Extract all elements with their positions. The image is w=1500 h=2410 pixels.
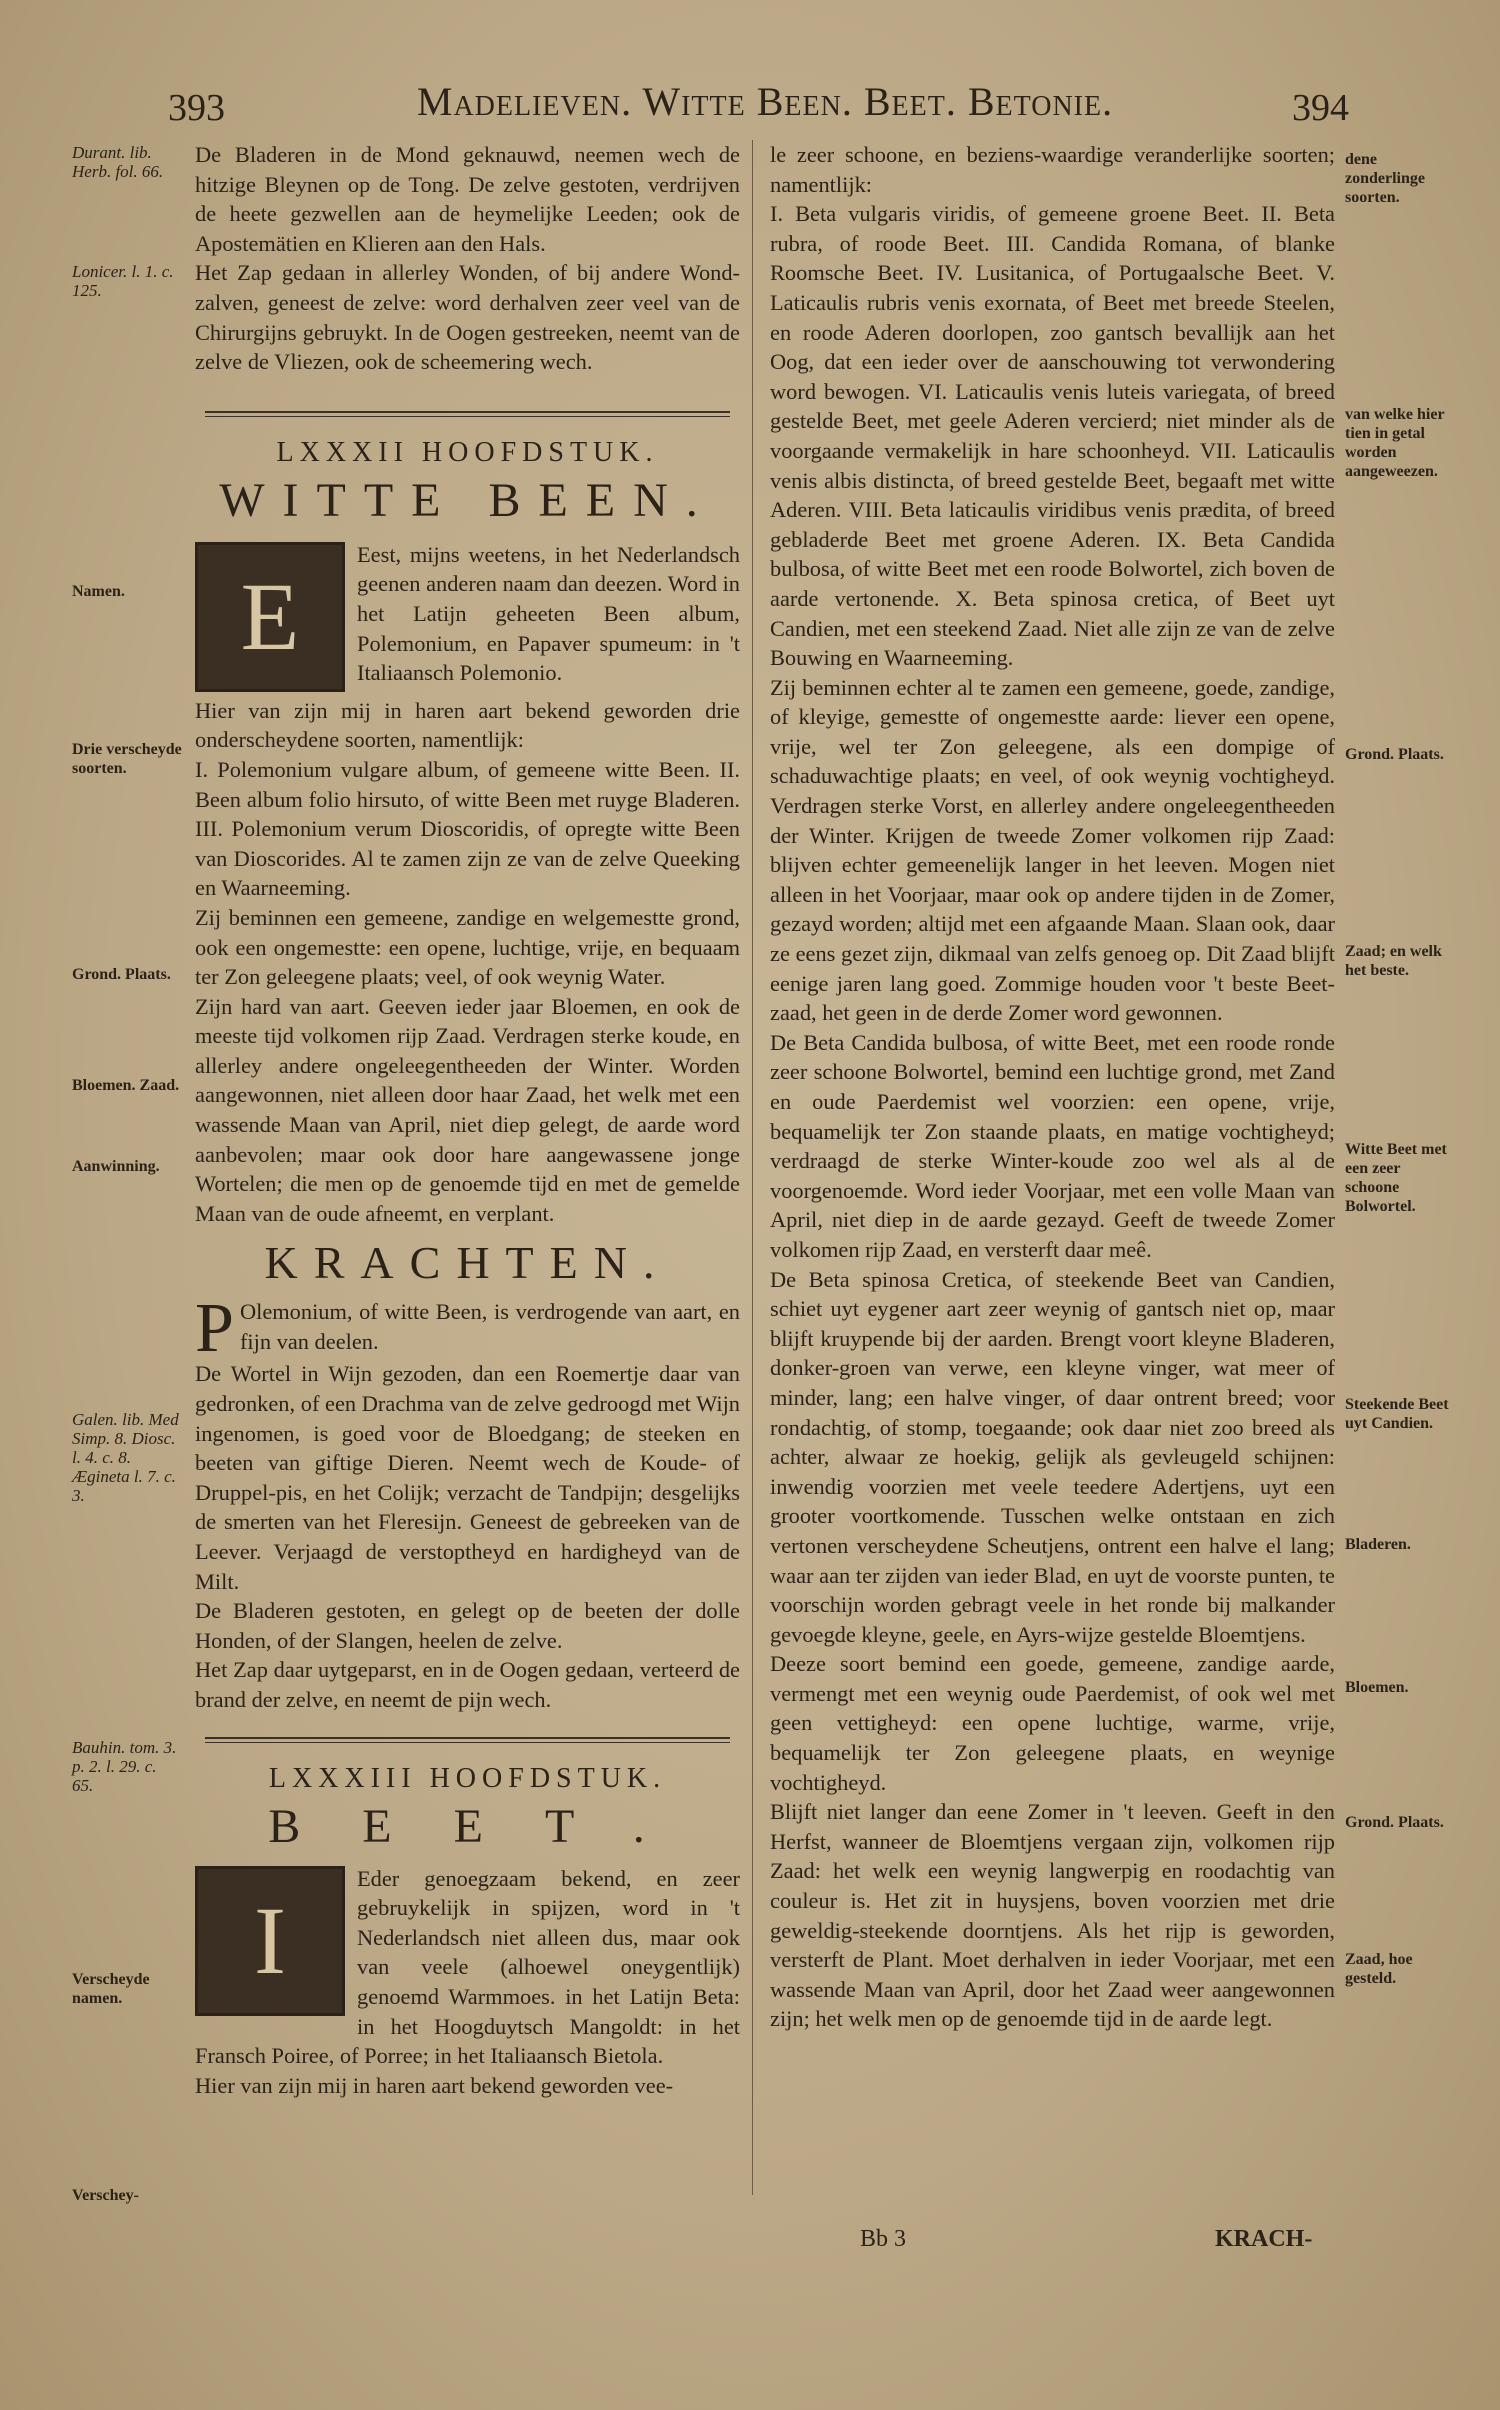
paragraph: De Beta Candida bulbosa, of witte Beet, met een roode ronde zeer schoone Bolwortel, bemind een luchtige grond, met Zand en oude Paerdemist wel voorzien: een opene, vrije, bequamelijk ter Zon staande plaats, en matige vochtigheyd; verdraagd de sterke Winter-koude zoo wel als al de voorgenoemde. Word ieder Voorjaar, met een volle Maan van April, niet diep in de aarde gezayd. Geeft de tweede Zomer volkomen rijp Zaad, en versterft daar meê.	[770, 1029, 1335, 1262]
margin-note: Grond. Plaats.	[1345, 1814, 1444, 1831]
page-number-left: 393	[168, 87, 225, 129]
margin-note: Grond. Plaats.	[72, 966, 171, 983]
paragraph: Hier van zijn mij in haren aart bekend geworden vee-	[195, 2072, 674, 2098]
paragraph: De Wortel in Wijn gezoden, dan een Roemertje daar van gedronken, of een Drachma van de zelve gedroogd met Wijn ingenomen, is goed voor de Bloedgang; de steeken en beeten van giftige Dieren. Neemt wech de Koude- of Druppel-pis, en het Colijk; verzacht de Tandpijn; desgelijks de smerten van het Fleresijn. Geneest de gebreeken van de Leever. Verjaagd de verstoptheyd en hardigheyd van de Milt.	[195, 1361, 740, 1594]
margin-note: Bladeren.	[1345, 1536, 1411, 1553]
margin-note: Grond. Plaats.	[1345, 746, 1444, 763]
paragraph: Blijft niet langer dan eene Zomer in 't leeven. Geeft in den Herfst, wanneer de Bloemtjens vergaan zijn, volkomen rijp Zaad: het welk een weynig langwerpig en roodachtig van couleur is. Het zit in huysjens, boven voorzien met drie geweldig-steekende doorntjens. Als het rijp is geworden, versterft de Plant. Moet derhalven in ieder Voorjaar, met een wassende Maan van April, door het Zaad weer aangewonnen zijn; het welk men op de genoemde tijd in de aarde legt.	[770, 1799, 1335, 2032]
paragraph: Deeze soort bemind een goede, gemeene, zandige aarde, vermengt met een weynig oude Paerdemist, of ook wel met geen vettigheyd: een opene luchtige, warme, vrije, bequamelijk ter Zon geleegene plaats, en weynige vochtigheyd.	[770, 1651, 1335, 1795]
margin-note: van welke hier tien in getal worden aangeweezen.	[1345, 406, 1445, 480]
paragraph: Het Zap daar uytgeparst, en in de Oogen gedaan, verteerd de brand der zelve, en neemt de pijn wech.	[195, 1657, 740, 1712]
decorated-initial: I	[195, 1866, 345, 2016]
section-title: KRACHTEN.	[264, 1237, 671, 1289]
margin-note: dene zonderlinge soorten.	[1345, 151, 1425, 206]
margin-note: Verscheyde namen.	[72, 1971, 150, 2007]
paragraph: I. Beta vulgaris viridis, of gemeene groene Beet. II. Beta rubra, of roode Beet. III. Candida Romana, of blanke Roomsche Beet. IV. Lusitanica, of Portugaalsche Beet. V. Laticaulis rubris venis exornata, of Beet met breede Steelen, en roode Aderen doorlopen, zoo gantsch bevallijk aan het Oog, dat een ieder over de aanschouwing tot verwondering word bewogen. VI. Laticaulis venis luteis variegata, of breed gestelde Beet, met geele Aderen vercierd; niet minder als de voorgaande vermakelijk in hare schoonheyd. VII. Laticaulis venis albis distincta, of breed gestelde Beet, begaaft met witte Aderen. VIII. Beta laticaulis viridibus venis prædita, of breed gebladerde Beet met groene Aderen. IX. Beta Candida bulbosa, of witte Beet met een roode Bolwortel, zich boven de aarde vertonende. X. Beta spinosa cretica, of Beet uyt Candien, met een steekend Zaad. Niet alle zijn ze van de zelve Bouwing en Waarneeming.	[770, 201, 1335, 671]
margin-note: Lonicer. l. 1. c. 125.	[72, 262, 174, 300]
section-rule	[205, 411, 730, 413]
margin-note: Verschey-	[72, 2187, 139, 2204]
chapter-heading: LXXXIII HOOFDSTUK.	[268, 1762, 667, 1794]
chapter-title: WITTE BEEN.	[219, 473, 716, 527]
margin-note: Drie verscheyde soorten.	[72, 741, 182, 777]
margin-note: Bloemen.	[1345, 1679, 1409, 1696]
drop-capital: P	[195, 1290, 234, 1368]
margin-note: Zaad, hoe gesteld.	[1345, 1951, 1413, 1987]
right-column	[770, 140, 1335, 2034]
margin-note: Aanwinning.	[72, 1158, 160, 1175]
margin-note: Durant. lib. Herb. fol. 66.	[72, 143, 164, 181]
margin-note: Steekende Beet uyt Candien.	[1345, 1396, 1449, 1432]
section-rule	[205, 1737, 730, 1739]
column-divider	[752, 140, 753, 2195]
paragraph: De Bladeren in de Mond geknauwd, neemen wech de hitzige Bleynen op de Tong. De zelve gestoten, verdrijven de heete gezwellen aan de heymelijke Leeden; ook de Apostemätien en Klieren aan den Hals.	[195, 142, 740, 256]
margin-note: Galen. lib. Med Simp. 8. Diosc. l. 4. c. 8. Ægineta l. 7. c. 3.	[72, 1410, 179, 1505]
paragraph: Eder genoegzaam bekend, en zeer gebruykelijk in spijzen, word in 't Nederlandsch niet alleen dus, maar ook van veele (alhoewel oneygentlijk) genoemd Warmmoes. in het Latijn Beta: in het Hoogduytsch Mangoldt: in het Fransch Poiree, of Porree; in het Italiaansch Bietola.	[195, 1865, 740, 2069]
page-number-right: 394	[1292, 87, 1349, 129]
margin-note: Zaad; en welk het beste.	[1345, 943, 1442, 979]
signature-mark: Bb 3	[860, 2226, 907, 2252]
margin-note: Bauhin. tom. 3. p. 2. l. 29. c. 65.	[72, 1738, 177, 1795]
paragraph: le zeer schoone, en beziens-waardige veranderlijke soorten; namentlijk:	[770, 142, 1335, 197]
paragraph: De Beta spinosa Cretica, of steekende Beet van Candien, schiet uyt eygener aart zeer weynig of gantsch niet op, maar blijft kruypende bij der aarden. Brengt voort kleyne Bladeren, donker-groen van verwe, een kleyne vinger, wat meer of minder, lang; een halve vinger, of daar ontrent breed; voor rondachtig, of stomp, toegaande; ook daar niet zoo breed als achter, alwaar ze hoekig, gelijk als gevleugeld schijnen: inwendig voorzien met veele teedere Adertjens, uyt een grooter voortkomende. Tusschen welke ontstaan en zich vertonen verscheydene Scheutjens, ontrent een halve el lang; waar aan ter zijden van ieder Blad, en uyt de voorste punten, te voorschijn worden gebragt veele in het ronde bij malkander gevoegde kleyne, geele, en Ayrs-wijze gestelde Bloemtjens.	[770, 1266, 1335, 1647]
paragraph: Zij beminnen een gemeene, zandige en welgemestte grond, ook een ongemestte: een opene, luchtige, vrije, en bequaam ter Zon geleegene plaats; veel, of ook weynig Water.	[195, 904, 740, 990]
running-title: Madelieven. Witte Been. Beet. Betonie.	[416, 79, 1114, 124]
paragraph: De Bladeren gestoten, en gelegt op de beeten der dolle Honden, of der Slangen, heelen de zelve.	[195, 1598, 740, 1653]
paragraph: I. Polemonium vulgare album, of gemeene witte Been. II. Been album folio hirsuto, of witte Been met ruyge Bladeren. III. Polemonium verum Dioscoridis, of opregte witte Been van Dioscorides. Al te zamen zijn ze van de zelve Queeking en Waarneeming.	[195, 756, 740, 901]
catchword: KRACH-	[1215, 2226, 1313, 2252]
paragraph: Het Zap gedaan in allerley Wonden, of bij andere Wond-zalven, geneest de zelve: word derhalven zeer veel van de Chirurgijns gebruykt. In de Oogen gestreeken, neemt van de zelve de Vliezen, ook de scheemering wech.	[195, 260, 740, 375]
paragraph: Zij beminnen echter al te zamen een gemeene, goede, zandige, of kleyige, gemestte of ongemestte aarde: liever een opene, vrije, wel ter Zon geleegene, als een dompige of schaduwachtige plaats; en veel, of ook weynig vochtigheyd. Verdragen sterke Vorst, en allerley andere ongeleegentheeden der Winter. Krijgen de tweede Zomer volkomen rijp Zaad: blijven echter gemeenelijk langer in het leeven. Mogen niet alleen in het Voorjaar, maar ook op andere tijden in de Zomer, gezayd worden; altijd met een afgaande Maan. Slaan ook, daar ze eens gezet zijn, dikmaal van zelfs genoeg op. Dit Zaad blijft eenige jaren lang goed. Zommige houden voor 't beste Beet-zaad, het geen in de derde Zomer word gewonnen.	[770, 674, 1335, 1026]
paragraph: Eest, mijns weetens, in het Nederlandsch geenen anderen naam dan deezen. Word in het Latijn geheeten Been album, Polemonium, en Papaver spumeum: in 't Italiaansch Polemonio.	[357, 541, 740, 686]
chapter-heading: LXXXII HOOFDSTUK.	[276, 436, 659, 468]
decorated-initial: E	[195, 542, 345, 692]
paragraph: Zijn hard van aart. Geeven ieder jaar Bloemen, en ook de meeste tijd volkomen rijp Zaad. Verdragen sterke koude, en allerley andere ongeleegentheeden der Winter. Worden aangewonnen, niet alleen door haar Zaad, het welk met een wassende Maan van April, niet diep gelegt, de aarde word aanbevolen; maar ook door hare aangewassene jonge Wortelen; die men op de genoemde tijd en met de gemelde Maan van de oude afneemt, en verplant.	[195, 993, 740, 1226]
margin-note: Bloemen. Zaad.	[72, 1077, 180, 1094]
paragraph: Hier van zijn mij in haren aart bekend geworden drie onderscheydene soorten, namentlijk:	[195, 697, 740, 753]
chapter-title: BEET.	[268, 1799, 707, 1853]
section-rule	[205, 416, 730, 417]
paragraph: Olemonium, of witte Been, is verdrogende van aart, en fijn van deelen.	[239, 1299, 740, 1355]
margin-note: Namen.	[72, 583, 125, 600]
margin-note: Witte Beet met een zeer schoone Bolwortel.	[1345, 1141, 1447, 1215]
section-rule	[205, 1742, 730, 1743]
left-column	[195, 140, 740, 2100]
